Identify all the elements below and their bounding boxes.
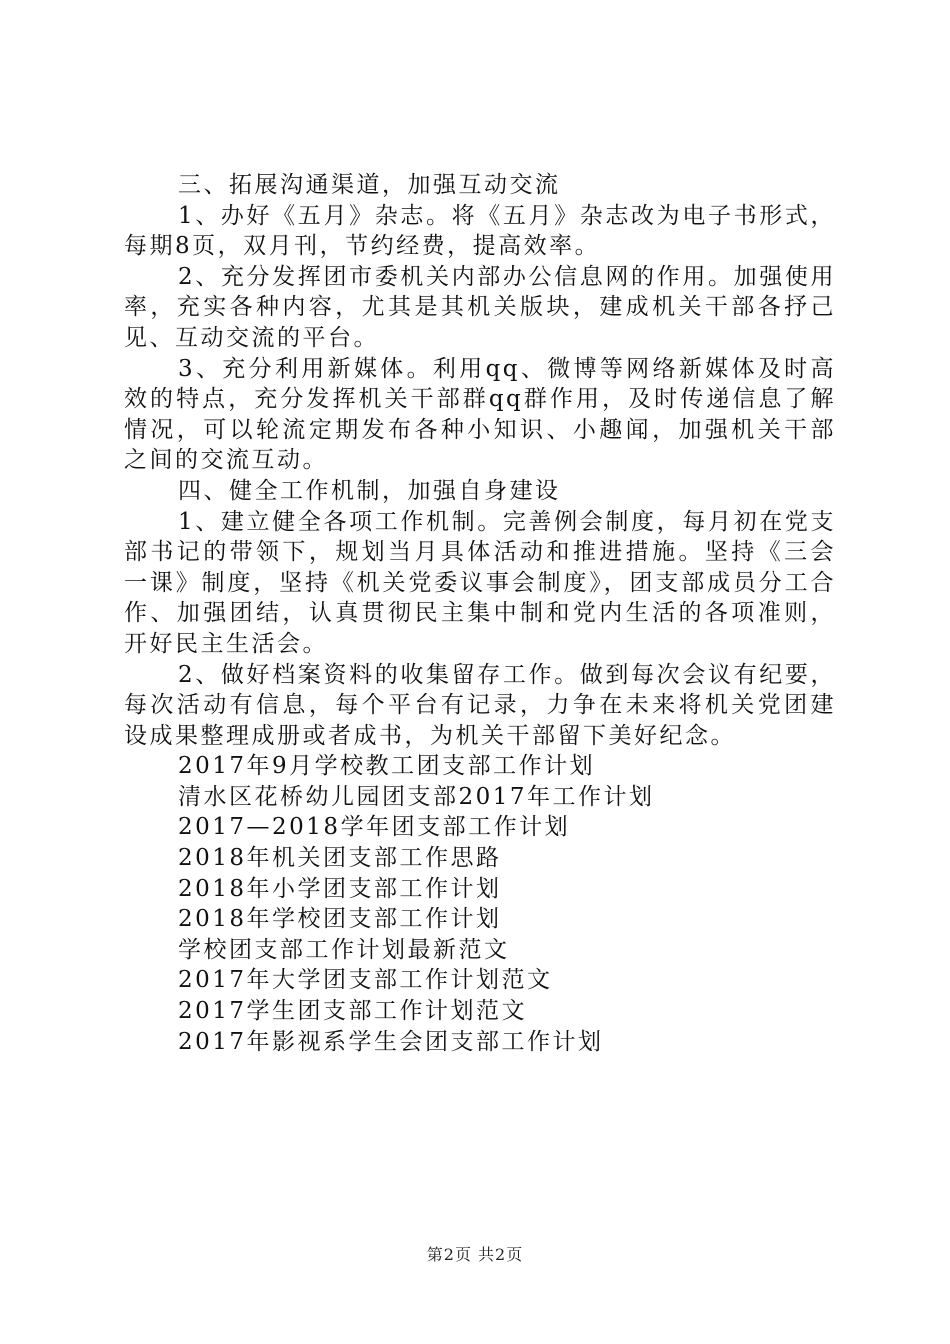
paragraph: 2、做好档案资料的收集留存工作。做到每次会议有纪要，每次活动有信息，每个平台有记录，力争在未来将机关党团建设成果整理成册或者成书，为机关干部留下美好纪念。	[124, 661, 836, 749]
page-footer: 第2页 共2页	[426, 1245, 524, 1264]
paragraph: 3、充分利用新媒体。利用qq、微博等网络新媒体及时高效的特点，充分发挥机关干部群qq群作用，及时传递信息了解情况，可以轮流定期发布各种小知识、小趣闻，加强机关干部之间的交流互动。	[124, 355, 836, 474]
related-link[interactable]: 2017学生团支部工作计划范文	[178, 998, 528, 1025]
related-link[interactable]: 2018年学校团支部工作计划	[178, 906, 502, 933]
related-link[interactable]: 2018年小学团支部工作计划	[178, 875, 502, 902]
paragraph: 1、建立健全各项工作机制。完善例会制度，每月初在党支部书记的带领下，规划当月具体活动和推进措施。坚持《三会一课》制度，坚持《机关党委议事会制度》，团支部成员分工合作、加强团结，认真贯彻民主集中制和党内生活的各项准则，开好民主生活会。	[124, 508, 836, 657]
related-link[interactable]: 清水区花桥幼儿园团支部2017年工作计划	[178, 783, 655, 810]
related-links-list	[124, 751, 836, 1057]
related-link[interactable]: 2017年影视系学生会团支部工作计划	[178, 1028, 604, 1055]
related-link[interactable]: 学校团支部工作计划最新范文	[178, 936, 510, 963]
paragraph: 2、充分发挥团市委机关内部办公信息网的作用。加强使用率，充实各种内容，尤其是其机关版块，建成机关干部各抒己见、互动交流的平台。	[124, 263, 836, 351]
paragraph: 1、办好《五月》杂志。将《五月》杂志改为电子书形式，每期8页，双月刊，节约经费，提高效率。	[124, 202, 836, 260]
related-link[interactable]: 2017年9月学校教工团支部工作计划	[178, 753, 596, 780]
section-heading-3: 三、拓展沟通渠道，加强互动交流	[178, 172, 561, 198]
section-heading-4: 四、健全工作机制，加强自身建设	[178, 477, 561, 504]
related-link[interactable]: 2017年大学团支部工作计划范文	[178, 967, 553, 994]
related-link[interactable]: 2017—2018学年团支部工作计划	[178, 814, 571, 841]
document-body	[124, 170, 836, 1057]
related-link[interactable]: 2018年机关团支部工作思路	[178, 845, 502, 872]
